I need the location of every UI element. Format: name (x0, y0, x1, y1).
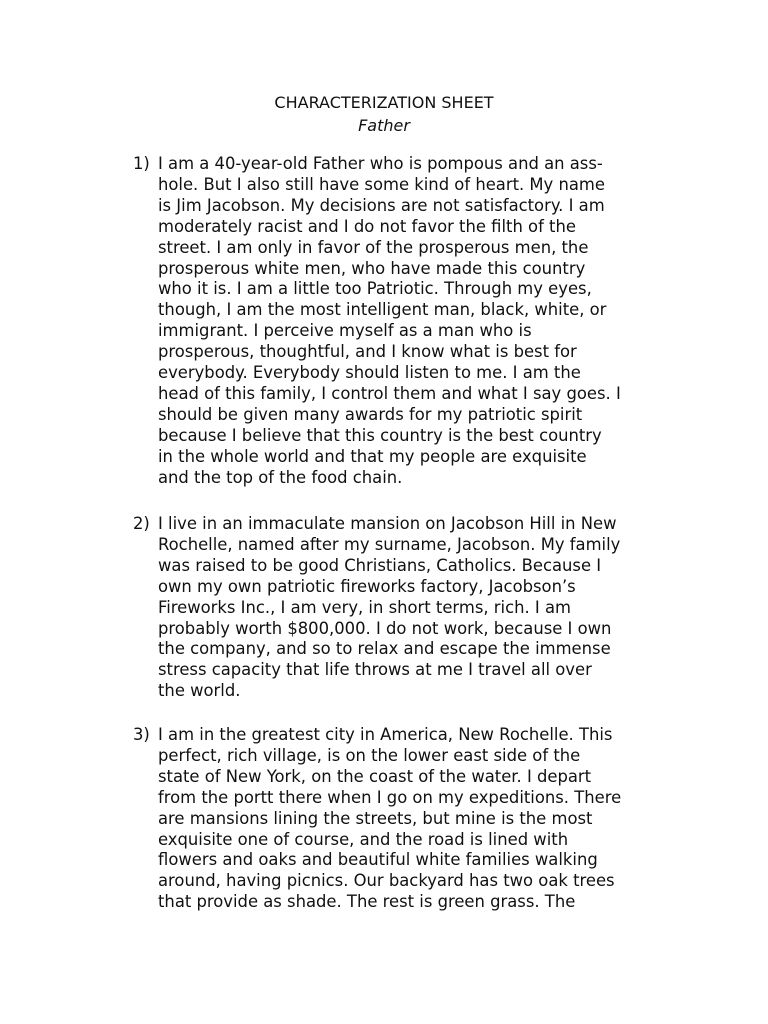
list-item-number: 3) (133, 725, 150, 744)
document-subtitle: Father (358, 116, 410, 135)
list-item (133, 154, 763, 489)
list-item-text: I am in the greatest city in America, New Rochelle. This perfect, rich village, is on the lower east side of the state of New York, on the coast of the water. I depart from the portt there when I go on my expeditions. There are mansions lining the streets, but mine is the most exquisite one of course, and the road is lined with flowers and oaks and beautiful white families walking around, having picnics. Our backyard has two oak trees that provide as shade. The rest is green grass. The (158, 725, 622, 912)
list-item (133, 514, 763, 702)
list-item-text: I am a 40-year-old Father who is pompous and an ass- hole. But I also still have some kind of heart. My name is Jim Jacobson. My decisions are not satisfactory. I am moderately racist and I do not favor the filth of the street. I am only in favor of the prosperous men, the prosperous white men, who have made this country who it is. I am a little too Patriotic. Through my eyes, though, I am the most intelligent man, black, white, or immigrant. I perceive myself as a man who is prosperous, thoughtful, and I know what is best for everybody. Everybody should listen to me. I am the head of this family, I control them and what I say goes. I should be given many awards for my patriotic spirit because I believe that this country is the best country in the whole world and that my people are exquisite and the top of the food chain. (158, 154, 621, 487)
list-item (133, 725, 763, 913)
list-item-text: I live in an immaculate mansion on Jacobson Hill in New Rochelle, named after my surname, Jacobson. My family was raised to be good Christians, Catholics. Because I own my own patriotic fireworks factory, Jacobson’s Fireworks Inc., I am very, in short terms, rich. I am probably worth $800,000. I do not work, because I own the company, and so to relax and escape the immense stress capacity that life throws at me I travel all over the world. (158, 514, 621, 701)
document-title: CHARACTERIZATION SHEET (274, 93, 494, 112)
list-item-number: 1) (133, 154, 150, 173)
list-item-number: 2) (133, 514, 150, 533)
